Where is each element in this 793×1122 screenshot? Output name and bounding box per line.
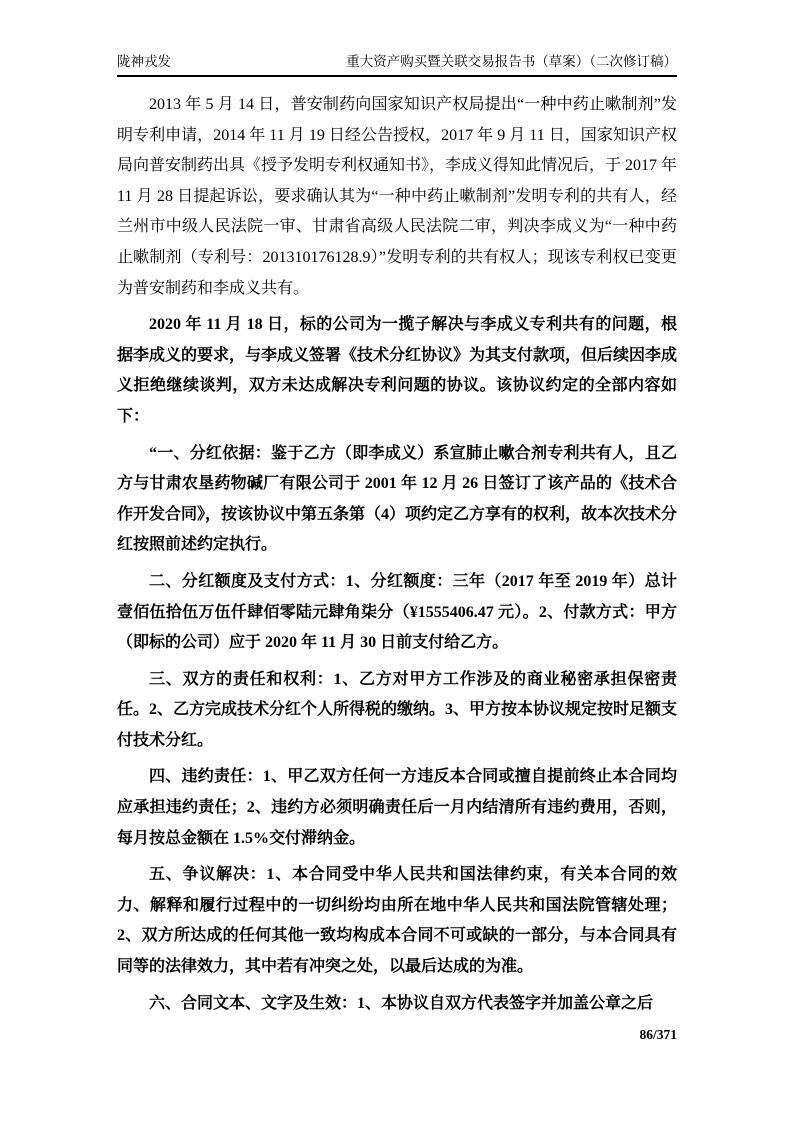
paragraph-clause-6-effectiveness: 六、合同文本、文字及生效：1、本协议自双方代表签字并加盖公章之后 (149, 994, 654, 1012)
paragraph-clause-5-dispute-resolution: 五、争议解决：1、本合同受中华人民共和国法律约束，有关本合同的效力、解释和履行过程中的一切纠纷均由所在地中华人民共和国法院管辖处理；2、双方所达成的任何其他一致均构成本合同不可或缺的一部分，与本合同具有同等的法律效力，其中若有冲突之处，以最后达成的为准。 (117, 866, 677, 976)
header-document-title: 重大资产购买暨关联交易报告书（草案）（二次修订稿） (346, 54, 677, 69)
paragraph-clause-1-dividend-basis: “一、分红依据：鉴于乙方（即李成义）系宣肺止嗽合剂专利共有人，且乙方与甘肃农垦药物碱厂有限公司于 2001 年 12 月 26 日签订了该产品的《技术合作开发合同》，按该协议中第五条第（4）项约定乙方享有的权利，故本次技术分红按照前述约定执行。 (117, 444, 678, 554)
page-footer (117, 1027, 677, 1043)
document-body (117, 90, 677, 1025)
paragraph-agreement-background: 2020 年 11 月 18 日，标的公司为一揽子解决与李成义专利共有的问题，根据李成义的要求，与李成义签署《技术分红协议》为其支付款项，但后续因李成义拒绝继续谈判，双方未达成解决专利问题的协议。该协议约定的全部内容如下： (117, 316, 678, 425)
paragraph-clause-2-amount-payment: 二、分红额度及支付方式：1、分红额度：三年（2017 年至 2019 年）总计壹佰伍拾伍万伍仟肆佰零陆元肆角柒分（¥1555406.47 元）。2、付款方式：甲方（即标的公司）应于 2020 年 11 月 30 日前支付给乙方。 (117, 572, 677, 652)
header-running-title: 陇神戎发 (117, 54, 171, 69)
page-header (117, 50, 677, 77)
paragraph-patent-history: 2013 年 5 月 14 日，普安制药向国家知识产权局提出“一种中药止嗽制剂”发明专利申请，2014 年 11 月 19 日经公告授权，2017 年 9 月 11 日，国家知识产权局向普安制药出具《授予发明专利权通知书》，李成义得知此情况后，于 2017 年 11 月 28 日提起诉讼，要求确认其为“一种中药止嗽制剂”发明专利的共有人，经兰州市中级人民法院一审、甘肃省高级人民法院二审，判决李成义为“一种中药止嗽制剂（专利号：201310176128.9）”发明专利的共有权人；现该专利权已变更为普安制药和李成义共有。 (117, 96, 678, 297)
paragraph-clause-3-duties-rights: 三、双方的责任和权利：1、乙方对甲方工作涉及的商业秘密承担保密责任。2、乙方完成技术分红个人所得税的缴纳。3、甲方按本协议规定按时足额支付技术分红。 (117, 670, 678, 749)
paragraph-clause-4-breach-liability: 四、违约责任：1、甲乙双方任何一方违反本合同或擅自提前终止本合同均应承担违约责任；2、违约方必须明确责任后一月内结清所有违约费用，否则，每月按总金额在 1.5%交付滞纳金。 (117, 768, 677, 847)
page-number: 86/371 (639, 1027, 677, 1042)
